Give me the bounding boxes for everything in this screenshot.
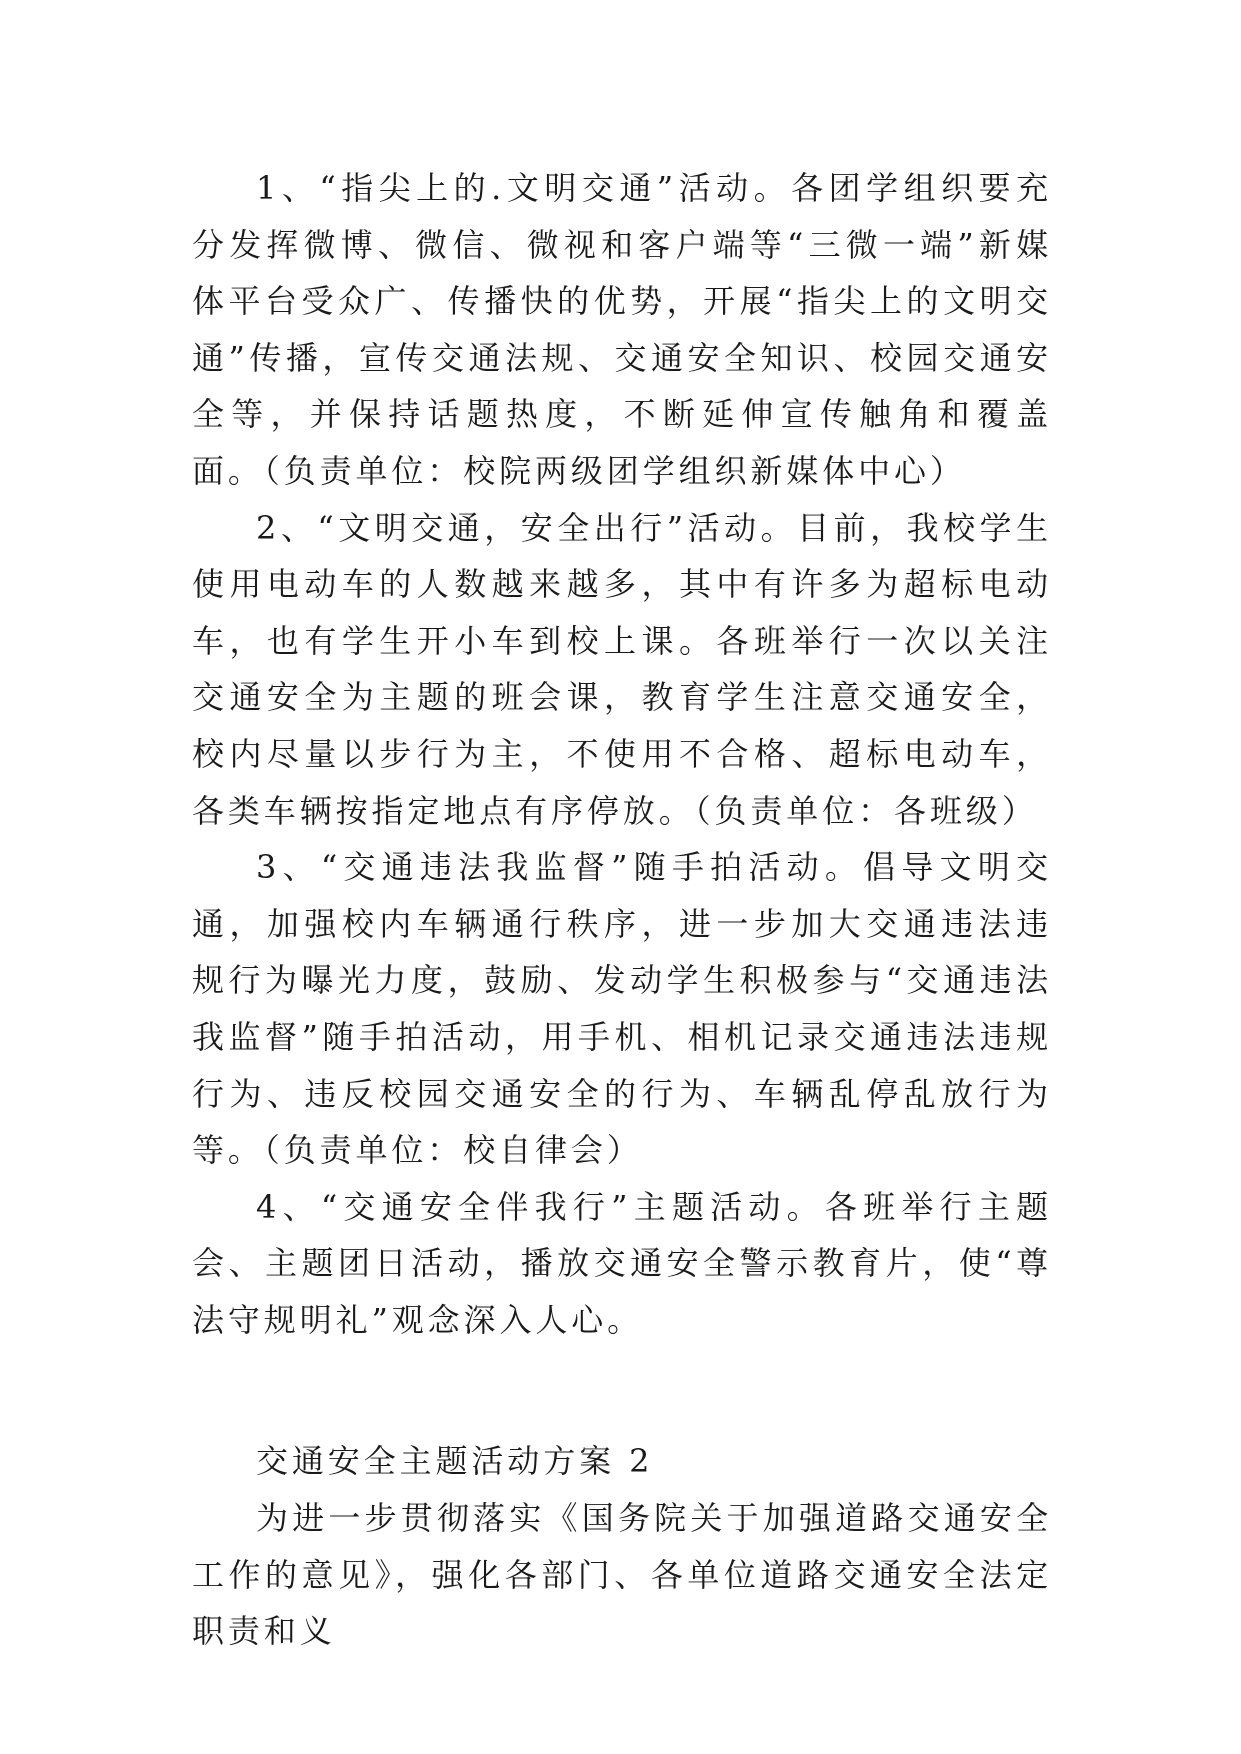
paragraph-intro: 为进一步贯彻落实《国务院关于加强道路交通安全工作的意见》，强化各部门、各单位道路交通安全法定职责和义 bbox=[192, 1499, 1052, 1651]
paragraph-item-3: 3、“交通违法我监督”随手拍活动。倡导文明交通，加强校内车辆通行秩序，进一步加大交通违法违规行为曝光力度，鼓励、发动学生积极参与“交通违法我监督”随手拍活动，用手机、相机记录交通违法违规行为、违反校园交通安全的行为、车辆乱停乱放行为等。（负责单位：校自律会） bbox=[192, 848, 1052, 1170]
document-body bbox=[192, 160, 1052, 1660]
section-title: 交通安全主题活动方案 2 bbox=[256, 1442, 654, 1481]
paragraph-item-4: 4、“交通安全伴我行”主题活动。各班举行主题会、主题团日活动，播放交通安全警示教育片，使“尊法守规明礼”观念深入人心。 bbox=[192, 1187, 1052, 1339]
paragraph-item-2: 2、“文明交通，安全出行”活动。目前，我校学生使用电动车的人数越来越多，其中有许多为超标电动车，也有学生开小车到校上课。各班举行一次以关注交通安全为主题的班会课，教育学生注意交通安全，校内尽量以步行为主，不使用不合格、超标电动车，各类车辆按指定地点有序停放。（负责单位：各班级） bbox=[192, 508, 1052, 830]
section-spacer bbox=[192, 1348, 1052, 1433]
paragraph-item-1: 1、“指尖上的.文明交通”活动。各团学组织要充分发挥微博、微信、微视和客户端等“三微一端”新媒体平台受众广、传播快的优势，开展“指尖上的文明交通”传播，宣传交通法规、交通安全知识、校园交通安全等，并保持话题热度，不断延伸宣传触角和覆盖面。（负责单位：校院两级团学组织新媒体中心） bbox=[192, 169, 1052, 490]
